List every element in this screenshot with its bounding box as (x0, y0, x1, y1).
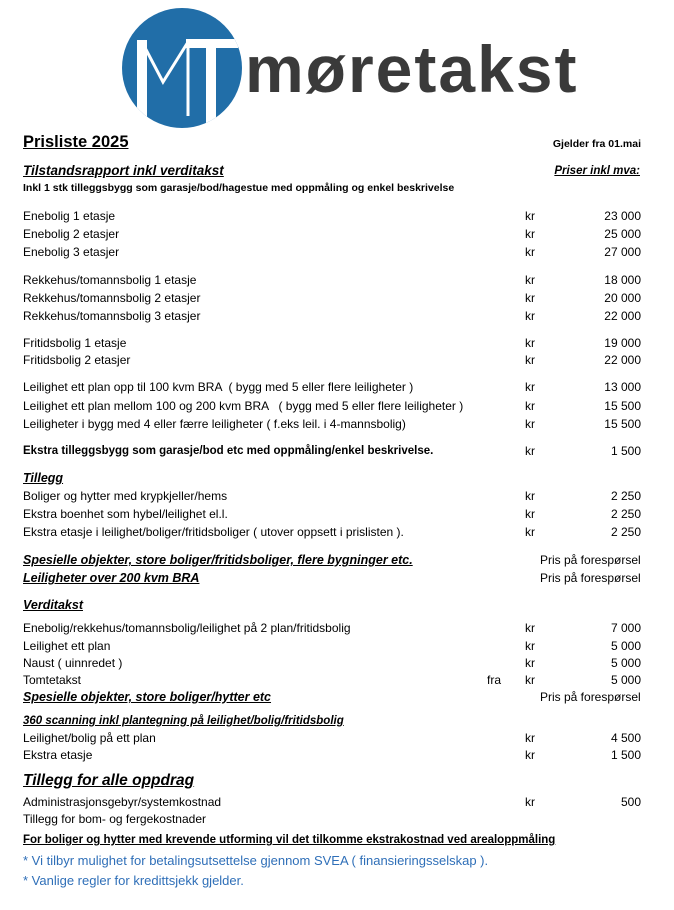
currency-label: kr (525, 336, 535, 350)
section-heading-verditakst: Verditakst (23, 598, 83, 612)
row-price: 1 500 (610, 748, 641, 762)
currency-label: kr (525, 227, 535, 241)
row-label: Enebolig 1 etasje (23, 209, 116, 223)
price-row (23, 794, 641, 810)
price-row (23, 208, 641, 224)
row-price: 15 500 (604, 399, 641, 413)
valid-from-date: Gjelder fra 01.mai (552, 138, 641, 150)
currency-label: kr (525, 525, 535, 539)
row-price: 7 000 (610, 621, 641, 635)
row-label: Leilighet ett plan (23, 639, 111, 653)
row-price: 23 000 (604, 209, 641, 223)
area-measurement-note: For boliger og hytter med krevende utforming vil det tilkomme ekstrakostnad ved arealoppmåling (23, 834, 556, 846)
price-row (23, 811, 641, 827)
row-label: Leiligheter i bygg med 4 eller færre leiligheter ( f.eks leil. i 4-mannsbolig) (23, 417, 406, 431)
row-price: 18 000 (604, 273, 641, 287)
currency-label: kr (525, 353, 535, 367)
currency-label: kr (525, 309, 535, 323)
on-request-price: Pris på forespørsel (540, 571, 641, 585)
price-row (23, 620, 641, 636)
row-label: Tillegg for bom- og fergekostnader (23, 812, 206, 826)
currency-label: kr (525, 399, 535, 413)
price-row (23, 244, 641, 260)
currency-label: kr (525, 489, 535, 503)
row-price: 2 250 (610, 489, 641, 503)
price-row (23, 655, 641, 671)
price-row (23, 416, 641, 432)
row-label: Rekkehus/tomannsbolig 2 etasjer (23, 291, 201, 305)
company-wordmark: møretakst (245, 32, 579, 106)
row-label: Ekstra boenhet som hybel/leilighet el.l. (23, 507, 228, 521)
price-row (23, 335, 641, 351)
row-price: 22 000 (604, 353, 641, 367)
price-row (23, 379, 641, 395)
section-heading-tillegg: Tillegg (23, 471, 64, 485)
price-row (23, 488, 641, 504)
price-row (23, 638, 641, 654)
row-label: Fritidsbolig 1 etasje (23, 336, 127, 350)
row-price: 22 000 (604, 309, 641, 323)
row-label: Enebolig 2 etasjer (23, 227, 120, 241)
on-request-row (23, 570, 641, 586)
currency-label: kr (525, 444, 535, 458)
row-price: 27 000 (604, 245, 641, 259)
extra-building-row (23, 443, 641, 459)
row-price: 1 500 (610, 444, 641, 458)
row-label: Rekkehus/tomannsbolig 1 etasje (23, 273, 197, 287)
row-label: Ekstra etasje i leilighet/boliger/fritidsboliger ( utover oppsett i prislisten ). (23, 525, 404, 539)
on-request-label: Spesielle objekter, store boliger/fritidsboliger, flere bygninger etc. (23, 553, 413, 567)
row-label: Tomtetakst (23, 673, 82, 687)
row-label: Leilighet ett plan opp til 100 kvm BRA ( bygg med 5 eller flere leiligheter ) (23, 380, 414, 394)
price-row (23, 730, 641, 746)
price-row (23, 352, 641, 368)
currency-label: kr (525, 273, 535, 287)
on-request-price: Pris på forespørsel (540, 690, 641, 704)
row-price: 5 000 (610, 639, 641, 653)
row-label: Administrasjonsgebyr/systemkostnad (23, 795, 222, 809)
currency-label: kr (525, 209, 535, 223)
price-prefix: fra (487, 673, 502, 687)
mt-monogram-logo (118, 4, 246, 132)
row-label: Fritidsbolig 2 etasjer (23, 353, 131, 367)
price-row (23, 672, 641, 688)
currency-label: kr (525, 795, 535, 809)
row-price: 13 000 (604, 380, 641, 394)
price-row (23, 747, 641, 763)
price-row (23, 524, 641, 540)
financing-note: * Vi tilbyr mulighet for betalingsutsettelse gjennom SVEA ( finansieringsselskap ). (23, 853, 489, 868)
on-request-row (23, 552, 641, 568)
credit-check-note: * Vanlige regler for kredittsjekk gjelder. (23, 873, 244, 888)
row-price: 20 000 (604, 291, 641, 305)
currency-label: kr (525, 245, 535, 259)
price-row (23, 398, 641, 414)
row-price: 19 000 (604, 336, 641, 350)
row-label: Boliger og hytter med krypkjeller/hems (23, 489, 228, 503)
row-price: 15 500 (604, 417, 641, 431)
on-request-label: Spesielle objekter, store boliger/hytter etc (23, 690, 272, 704)
currency-label: kr (525, 731, 535, 745)
row-label: Ekstra tilleggsbygg som garasje/bod etc med oppmåling/enkel beskrivelse. (23, 445, 434, 457)
currency-label: kr (525, 417, 535, 431)
row-price: 500 (620, 795, 641, 809)
row-label: Enebolig/rekkehus/tomannsbolig/leilighet på 2 plan/fritidsbolig (23, 621, 351, 635)
row-label: Enebolig 3 etasjer (23, 245, 120, 259)
row-label: Leilighet ett plan mellom 100 og 200 kvm BRA ( bygg med 5 eller flere leiligheter ) (23, 399, 464, 413)
section-heading-scanning: 360 scanning inkl plantegning på leilighet/bolig/fritidsbolig (23, 715, 344, 727)
on-request-label: Leiligheter over 200 kvm BRA (23, 571, 200, 585)
currency-label: kr (525, 291, 535, 305)
currency-label: kr (525, 380, 535, 394)
price-row (23, 290, 641, 306)
row-label: Ekstra etasje (23, 748, 93, 762)
price-row (23, 308, 641, 324)
row-price: 5 000 (610, 656, 641, 670)
row-label: Naust ( uinnredet ) (23, 656, 123, 670)
includes-note: Inkl 1 stk tilleggsbygg som garasje/bod/hagestue med oppmåling og enkel beskrivelse (23, 182, 455, 194)
row-price: 2 250 (610, 507, 641, 521)
row-price: 5 000 (610, 673, 641, 687)
currency-label: kr (525, 673, 535, 687)
row-label: Rekkehus/tomannsbolig 3 etasjer (23, 309, 201, 323)
currency-label: kr (525, 621, 535, 635)
row-label: Leilighet/bolig på ett plan (23, 731, 156, 745)
row-price: 2 250 (610, 525, 641, 539)
currency-label: kr (525, 507, 535, 521)
price-row (23, 506, 641, 522)
page-title: Prisliste 2025 (23, 133, 129, 151)
price-note: Priser inkl mva: (554, 165, 640, 177)
section-heading-tilstandsrapport: Tilstandsrapport inkl verditakst (23, 163, 224, 178)
row-price: 25 000 (604, 227, 641, 241)
currency-label: kr (525, 748, 535, 762)
price-row (23, 226, 641, 242)
on-request-price: Pris på forespørsel (540, 553, 641, 567)
on-request-row (23, 689, 641, 705)
price-row (23, 272, 641, 288)
section-heading-all-assignments: Tillegg for alle oppdrag (23, 772, 195, 789)
currency-label: kr (525, 656, 535, 670)
row-price: 4 500 (610, 731, 641, 745)
currency-label: kr (525, 639, 535, 653)
